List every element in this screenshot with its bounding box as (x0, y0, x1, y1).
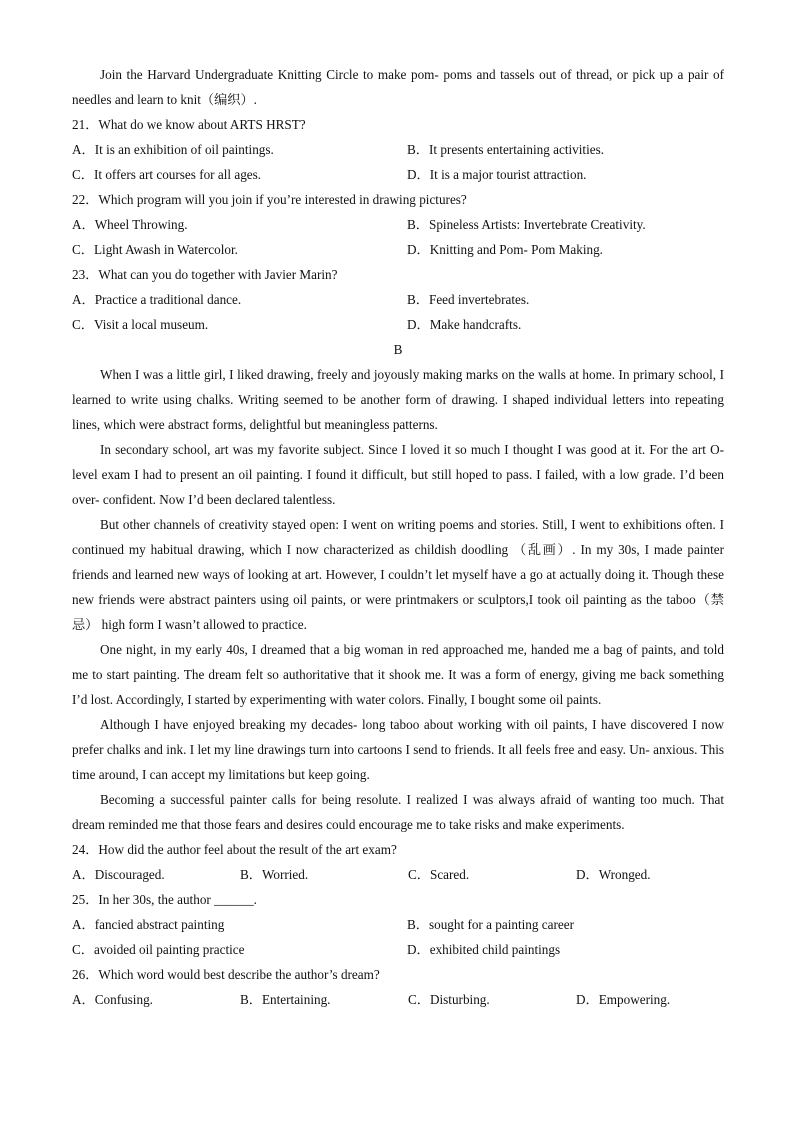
q25-option-a[interactable]: A．fancied abstract painting (72, 917, 225, 932)
q21-option-a[interactable]: A．It is an exhibition of oil paintings. (72, 142, 274, 157)
question-22-stem: 22．Which program will you join if you’re interested in drawing pictures? (72, 192, 467, 207)
passage-b-paragraph-1: When I was a little girl, I liked drawing, freely and joyously making marks on the walls at home. In primary school, I learned to write using chalks. Writing seemed to be another form of drawing. I shaped individual letters into repeating lines, which were abstract forms, delightful but meaningless patterns. (72, 367, 724, 432)
question-26-stem: 26．Which word would best describe the author’s dream? (72, 967, 380, 982)
q26-option-b[interactable]: B．Entertaining. (240, 992, 331, 1007)
exam-page (72, 62, 724, 1012)
q21-option-c[interactable]: C．It offers art courses for all ages. (72, 167, 262, 182)
q23-option-c[interactable]: C．Visit a local museum. (72, 317, 209, 332)
q25-option-c[interactable]: C．avoided oil painting practice (72, 942, 245, 957)
passage-b-paragraph-2: In secondary school, art was my favorite subject. Since I loved it so much I thought I was good at it. For the art O- level exam I had to present an oil painting. I found it difficult, but still hoped to pass. I failed, with a low grade. I’d been over- confident. Now I’d been declared talentless. (72, 442, 724, 507)
q25-option-b[interactable]: B．sought for a painting career (407, 917, 574, 932)
q22-option-b[interactable]: B．Spineless Artists: Invertebrate Creativity. (407, 217, 646, 232)
question-24-stem: 24．How did the author feel about the result of the art exam? (72, 842, 397, 857)
q22-option-a[interactable]: A．Wheel Throwing. (72, 217, 188, 232)
q24-option-a[interactable]: A．Discouraged. (72, 867, 165, 882)
question-21-options (72, 137, 724, 187)
q24-option-d[interactable]: D．Wronged. (576, 867, 651, 882)
passage-b-paragraph-6: Becoming a successful painter calls for being resolute. I realized I was always afraid of wanting too much. That dream reminded me that those fears and desires could encourage me to take risks and make experiments. (72, 792, 724, 832)
question-22-options (72, 212, 724, 262)
passage-a-tail: Join the Harvard Undergraduate Knitting Circle to make pom- poms and tassels out of thread, or pick up a pair of needles and learn to knit（编织）. (72, 67, 724, 107)
q26-option-a[interactable]: A．Confusing. (72, 992, 153, 1007)
q21-option-b[interactable]: B．It presents entertaining activities. (407, 142, 605, 157)
passage-b-paragraph-4: One night, in my early 40s, I dreamed that a big woman in red approached me, handed me a bag of paints, and told me to start painting. The dream felt so authoritative that it shook me. It was a form of energy, giving me back something I’d lost. Accordingly, I started by experimenting with water colors. Finally, I bought some oil paints. (72, 642, 724, 707)
q23-option-d[interactable]: D．Make handcrafts. (407, 317, 522, 332)
q21-option-d[interactable]: D．It is a major tourist attraction. (407, 167, 587, 182)
passage-b-paragraph-3: But other channels of creativity stayed open: I went on writing poems and stories. Still, I went to exhibitions often. I continued my habitual drawing, which I now characterized as childish doodling （乱画）. In my 30s, I made painter friends and learned new ways of looking at art. However, I couldn’t let myself have a go at actually doing it. Though these new friends were abstract painters using oil paints, or were printmakers or sculptors,I took oil painting as the taboo（禁忌） high form I wasn’t allowed to practice. (72, 517, 724, 632)
q22-option-c[interactable]: C．Light Awash in Watercolor. (72, 242, 238, 257)
question-21-stem: 21．What do we know about ARTS HRST? (72, 117, 306, 132)
passage-b-paragraph-5: Although I have enjoyed breaking my decades- long taboo about working with oil paints, I have discovered I now prefer chalks and ink. I let my line drawings turn into cartoons I send to friends. It all feels free and easy. Un- anxious. This time around, I can accept my limitations but keep going. (72, 717, 724, 782)
question-23-options (72, 287, 724, 337)
q23-option-b[interactable]: B．Feed invertebrates. (407, 292, 530, 307)
question-25-options (72, 912, 724, 962)
question-26-options (72, 987, 724, 1012)
q22-option-d[interactable]: D．Knitting and Pom- Pom Making. (407, 242, 603, 257)
question-23-stem: 23．What can you do together with Javier Marin? (72, 267, 338, 282)
section-b-label: B (393, 342, 403, 357)
q26-option-c[interactable]: C．Disturbing. (408, 992, 490, 1007)
q26-option-d[interactable]: D．Empowering. (576, 992, 671, 1007)
q24-option-b[interactable]: B．Worried. (240, 867, 309, 882)
question-24-options (72, 862, 724, 887)
q24-option-c[interactable]: C．Scared. (408, 867, 470, 882)
question-25-stem: 25．In her 30s, the author ______. (72, 892, 257, 907)
q25-option-d[interactable]: D．exhibited child paintings (407, 942, 561, 957)
q23-option-a[interactable]: A．Practice a traditional dance. (72, 292, 242, 307)
